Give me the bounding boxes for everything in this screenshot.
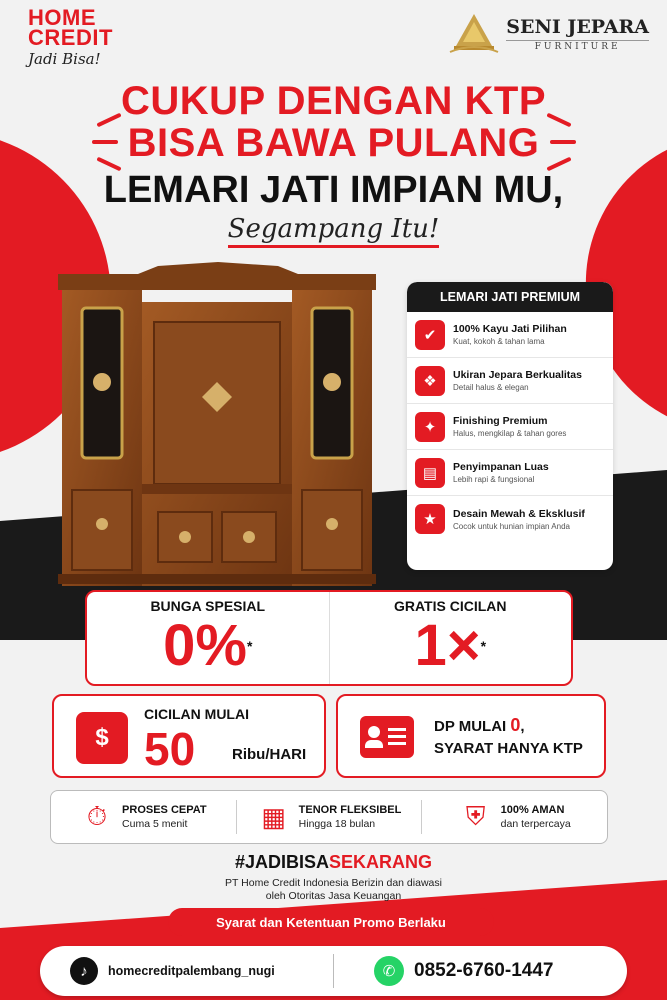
feature-desc: Halus, mengkilap & tahan gores [453, 429, 567, 438]
promo-free-label: GRATIS CICILAN [393, 598, 507, 614]
tiktok-handle[interactable]: homecreditpalembang_nugi [108, 964, 275, 978]
spark-icon [92, 140, 118, 144]
legal-line1: PT Home Credit Indonesia Berizin dan diawasi [225, 877, 442, 889]
whatsapp-icon: ✆ [374, 956, 404, 986]
feature-item [407, 358, 613, 404]
drawer-icon: ▤ [415, 458, 445, 488]
dp-prefix: DP MULAI [434, 718, 507, 735]
feature-panel [407, 282, 613, 570]
terms-button[interactable]: Syarat dan Ketentuan Promo Berlaku [168, 908, 494, 936]
promo-free-value: 1× [414, 613, 481, 678]
logo-tagline: Jadi Bisa! [28, 50, 101, 68]
installment-card [52, 694, 326, 778]
stopwatch-icon: ⏱ [86, 801, 108, 831]
promo-free-installment [329, 592, 572, 684]
hashtag [0, 852, 667, 873]
badge-star-icon: ★ [415, 504, 445, 534]
promo-box [85, 590, 573, 686]
benefit-item [51, 800, 236, 834]
dp-value: 0 [510, 715, 521, 735]
calendar-money-icon: $ [76, 712, 128, 764]
feature-desc: Detail halus & elegan [453, 383, 529, 392]
dp-requirement: SYARAT HANYA KTP [434, 740, 583, 757]
promo-asterisk: * [480, 638, 487, 654]
installment-unit: Ribu/HARI [232, 746, 307, 763]
contact-footer [40, 946, 627, 996]
promo-asterisk: * [246, 638, 253, 654]
benefits-bar [50, 790, 608, 844]
feature-panel-title: LEMARI JATI PREMIUM [407, 282, 613, 312]
headline-line4: Segampang Itu! [228, 214, 440, 248]
feature-title: Ukiran Jepara Berkualitas [453, 369, 582, 381]
benefit-item [236, 800, 422, 834]
feature-item [407, 404, 613, 450]
promo-interest-label: BUNGA SPESIAL [150, 598, 266, 614]
benefit-desc: Cuma 5 menit [122, 818, 188, 830]
feature-item [407, 312, 613, 358]
benefit-desc: Hingga 18 bulan [298, 818, 376, 830]
legal-line2: oleh Otoritas Jasa Keuangan [265, 890, 402, 902]
sj-sub: FURNITURE [506, 40, 649, 52]
headline-line1: CUKUP DENGAN KTP [120, 79, 547, 123]
installment-label: CICILAN MULAI [144, 706, 249, 722]
feature-title: Finishing Premium [453, 415, 548, 427]
hashtag-part2: SEKARANG [329, 852, 433, 872]
benefit-title: PROSES CEPAT [122, 804, 207, 816]
feature-title: Penyimpanan Luas [453, 461, 549, 473]
legal-text [0, 877, 667, 903]
headline-line3: LEMARI JATI IMPIAN MU, [103, 169, 564, 211]
id-card-icon [360, 716, 414, 758]
logo-line2: CREDIT [28, 25, 113, 50]
headline [0, 80, 667, 248]
down-payment-card: DP MULAI 0, SYARAT HANYA KTP [336, 694, 606, 778]
promo-interest-value: 0% [163, 613, 247, 678]
benefit-desc: dan terpercaya [500, 818, 571, 830]
feature-desc: Kuat, kokoh & tahan lama [453, 337, 545, 346]
hashtag-part1: #JADIBISA [234, 852, 329, 872]
feature-title: 100% Kayu Jati Pilihan [453, 323, 567, 335]
feature-item [407, 496, 613, 542]
promo-interest [87, 592, 329, 684]
shield-icon: ⛨ [465, 801, 486, 831]
installment-number: 50 [144, 723, 196, 775]
feature-title: Desain Mewah & Eksklusif [453, 507, 585, 520]
sj-name: SENI JEPARA [506, 16, 649, 38]
tiktok-contact[interactable] [40, 954, 334, 988]
whatsapp-phone[interactable]: 0852-6760-1447 [414, 960, 554, 981]
feature-desc: Cocok untuk hunian impian Anda [453, 521, 570, 531]
benefit-title: TENOR FLEKSIBEL [298, 804, 402, 816]
feature-desc: Lebih rapi & fungsional [453, 475, 535, 484]
calendar-icon: ▦ [261, 801, 286, 832]
shield-check-icon: ✔ [415, 320, 445, 350]
benefit-title: 100% AMAN [500, 804, 565, 816]
teak-cabinet-image [58, 262, 376, 587]
spray-icon: ✦ [415, 412, 445, 442]
benefit-item [421, 800, 607, 834]
tiktok-icon: ♪ [70, 957, 98, 985]
logo-line1: HOME [28, 5, 96, 30]
seni-jepara-logo [448, 12, 649, 56]
gunungan-emblem-icon [448, 12, 500, 56]
feature-item [407, 450, 613, 496]
home-credit-logo [28, 5, 138, 68]
carving-icon: ❖ [415, 366, 445, 396]
whatsapp-contact[interactable] [334, 956, 553, 986]
spark-icon [550, 140, 576, 144]
headline-line2: BISA BAWA PULANG [127, 121, 540, 165]
